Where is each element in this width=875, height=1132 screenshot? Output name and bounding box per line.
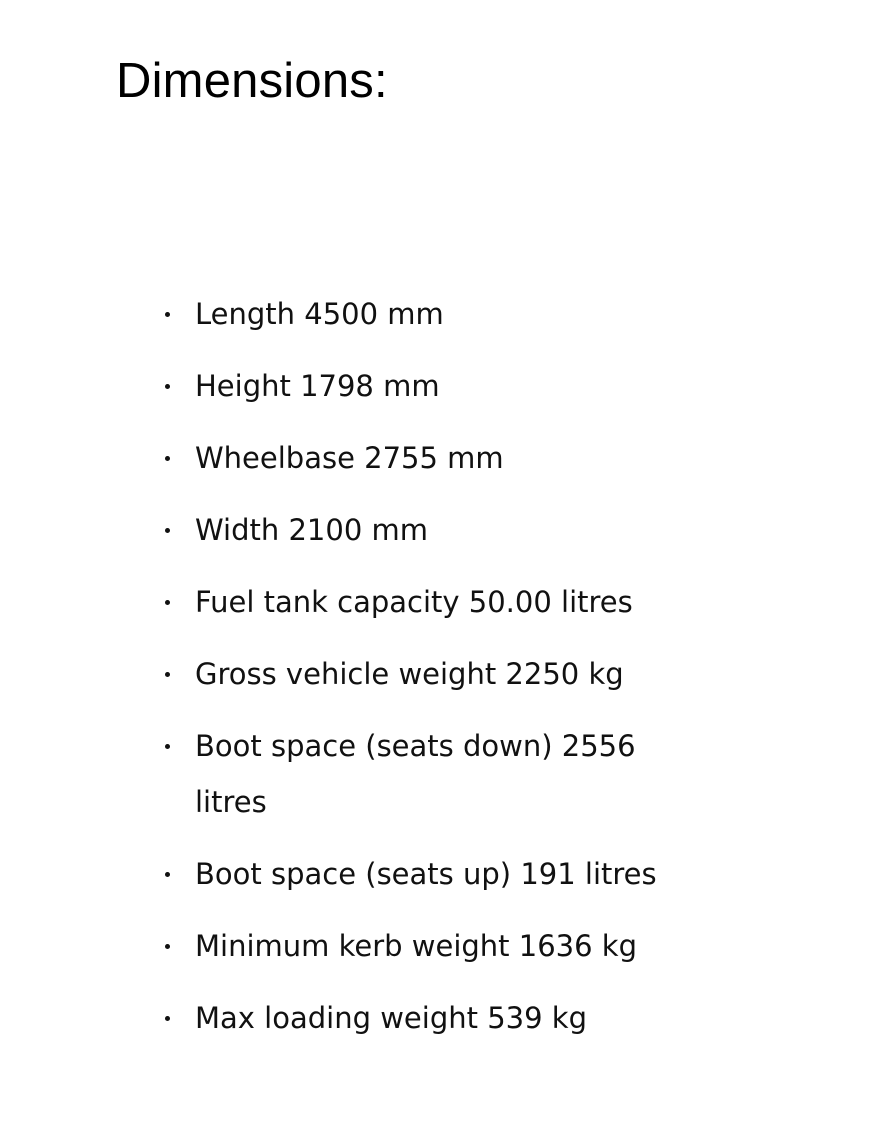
list-item-fuel-tank: Fuel tank capacity 50.00 litres: [195, 574, 705, 630]
list-item-width: Width 2100 mm: [195, 502, 705, 558]
dimensions-list: [195, 286, 705, 1062]
list-item-max-loading: Max loading weight 539 kg: [195, 990, 705, 1046]
list-item-kerb-weight: Minimum kerb weight 1636 kg: [195, 918, 705, 974]
list-item-wheelbase: Wheelbase 2755 mm: [195, 430, 705, 486]
list-item-boot-seats-down: Boot space (seats down) 2556 litres: [195, 718, 705, 830]
section-title: Dimensions:: [116, 54, 388, 108]
list-item-gross-weight: Gross vehicle weight 2250 kg: [195, 646, 705, 702]
list-item-height: Height 1798 mm: [195, 358, 705, 414]
list-item-length: Length 4500 mm: [195, 286, 705, 342]
list-item-boot-seats-up: Boot space (seats up) 191 litres: [195, 846, 705, 902]
